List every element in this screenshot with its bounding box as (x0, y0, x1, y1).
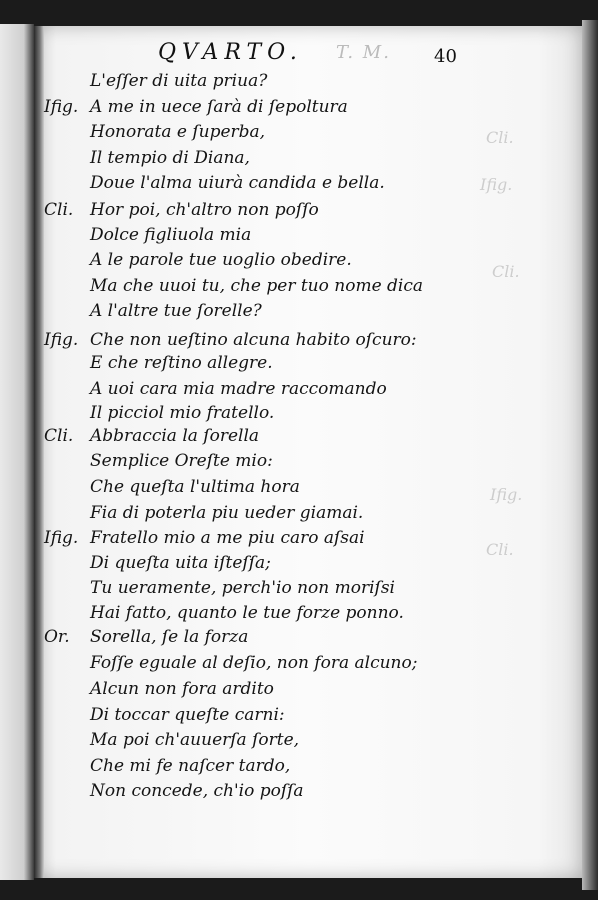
verse-line: Doue l'alma uiurà candida e bella. (90, 173, 385, 193)
verse-line: A me in uece ſarà di ſepoltura (90, 97, 348, 117)
running-head: QVARTO. (158, 40, 303, 65)
speaker-ifig: Ifig. (44, 97, 79, 117)
page-edge-shadow (582, 20, 598, 890)
verse-line: Che queſta l'ultima hora (90, 477, 300, 497)
verse-line: Non concede, ch'io poſſa (90, 781, 304, 801)
verse-line: A l'altre tue ſorelle? (90, 301, 262, 321)
speaker-or: Or. (44, 627, 70, 647)
speaker-ifig: Ifig. (44, 330, 79, 350)
verse-line: Hor poi, ch'altro non poſſo (90, 200, 319, 220)
verse-line: Dolce figliuola mia (90, 225, 252, 245)
verse-line: Che non ueſtino alcuna habito oſcuro: (90, 330, 417, 350)
verse-line: A uoi cara mia madre raccomando (90, 379, 387, 399)
speaker-cli: Cli. (44, 426, 74, 446)
verse-line: Ma poi ch'auuerſa ſorte, (90, 730, 300, 750)
show-through-text: T. M. (336, 42, 391, 63)
bleed-through-speaker: Cli. (486, 540, 514, 559)
verse-line: Semplice Oreſte mio: (90, 451, 273, 471)
verse-line: E che reſtino allegre. (90, 353, 273, 373)
facing-page-edge (0, 24, 34, 880)
bleed-through-speaker: Ifig. (490, 485, 523, 504)
verse-line: Foſſe eguale al deſio, non fora alcuno; (90, 653, 418, 673)
verse-line: Hai fatto, quanto le tue forze ponno. (90, 603, 404, 623)
verse-line: Abbraccia la ſorella (90, 426, 260, 446)
bleed-through-speaker: Cli. (486, 128, 514, 147)
verse-line: L'eſſer di uita priua? (90, 71, 268, 91)
verse-line: A le parole tue uoglio obedire. (90, 250, 352, 270)
verse-line: Tu ueramente, perch'io non moriſsi (90, 578, 395, 598)
speaker-ifig: Ifig. (44, 528, 79, 548)
bleed-through-speaker: Ifig. (480, 175, 513, 194)
verse-line: Di toccar queſte carni: (90, 705, 285, 725)
verse-line: Honorata e ſuperba, (90, 122, 266, 142)
book-gutter (34, 26, 44, 878)
verse-line: Il picciol mio fratello. (90, 403, 275, 423)
speaker-cli: Cli. (44, 200, 74, 220)
page-number: 40 (434, 46, 457, 67)
page-header (158, 40, 468, 68)
verse-line: Ma che uuoi tu, che per tuo nome dica (90, 276, 424, 296)
verse-line: Che mi fe naſcer tardo, (90, 756, 291, 776)
verse-line: Alcun non fora ardito (90, 679, 274, 699)
verse-line: Sorella, ſe la forza (90, 627, 249, 647)
verse-line: Il tempio di Diana, (90, 148, 250, 168)
verse-line: Fia di poterla piu ueder giamai. (90, 503, 364, 523)
verse-line: Di queſta uita iſteſſa; (90, 553, 271, 573)
verse-line: Fratello mio a me piu caro aſsai (90, 528, 365, 548)
bleed-through-speaker: Cli. (492, 262, 520, 281)
